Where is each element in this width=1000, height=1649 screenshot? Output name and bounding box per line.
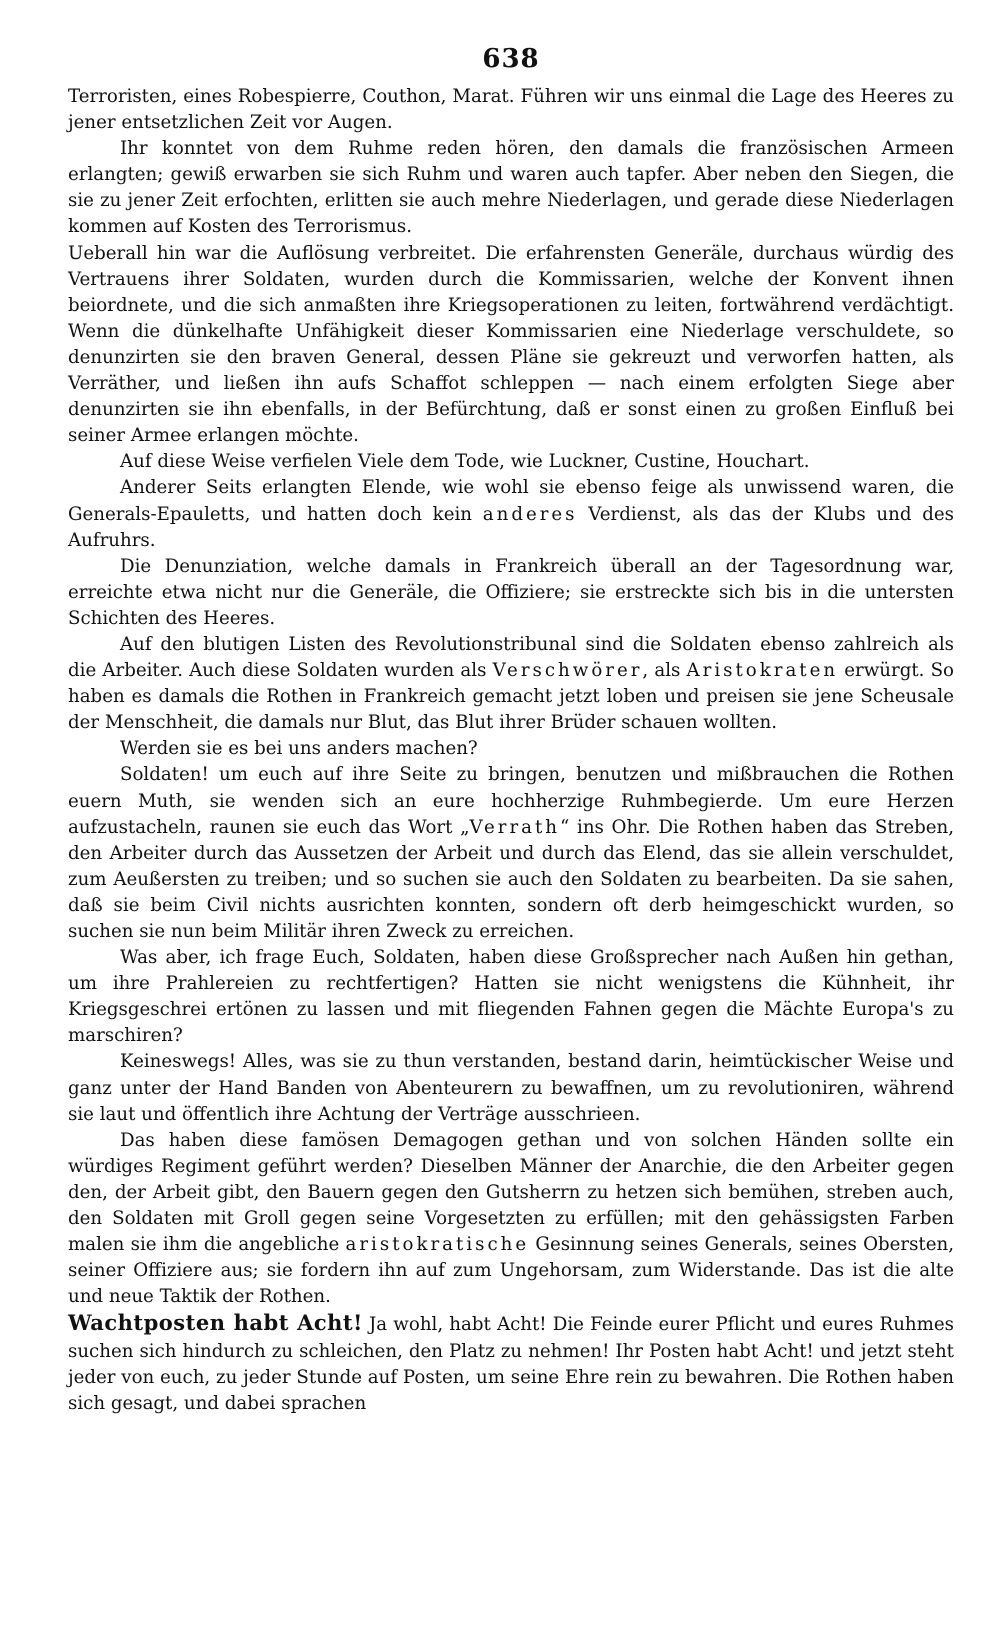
paragraph-text: Die Denunziation, welche damals in Frankreich überall an der Tagesordnung war, erreichte etwa nicht nur die Generäle, die Offiziere; sie erstreckte sich bis in die untersten Schichten des Heeres.: [68, 555, 954, 629]
paragraph: [68, 736, 954, 762]
paragraph-text: Terroristen, eines Robespierre, Couthon, Marat. Führen wir uns einmal die Lage des Heeres zu jener entsetzlichen Zeit vor Augen.: [68, 86, 954, 134]
paragraph-text: Auf diese Weise verfielen Viele dem Tode, wie Luckner, Custine, Houchart.: [120, 451, 810, 473]
paragraph: [68, 241, 954, 450]
page-number: 638: [482, 44, 540, 74]
paragraph: [68, 762, 954, 945]
paragraph-text: Ueberall hin war die Auflösung verbreitet. Die erfahrensten Generäle, durchaus würdig des Vertrauens ihrer Soldaten, wurden durch die Kommissarien, welche der Konvent ihnen beiordnete, und die sich anmaßten ihre Kriegsoperationen zu leiten, fortwährend verdächtigt. Wenn die dünkelhafte Unfähigkeit dieser Kommissarien eine Niederlage verschuldete, so denunzirten sie den braven General, dessen Pläne sie gekreuzt und verworfen hatten, als Verräther, und ließen ihn aufs Schaffot schleppen — nach einem erfolgten Siege aber denunzirten sie ihn ebenfalls, in der Befürchtung, daß er sonst einen zu großen Einfluß bei seiner Armee erlangen möchte.: [68, 242, 954, 447]
paragraph: [68, 945, 954, 1049]
spaced-emphasis: aristokratische: [345, 1234, 530, 1256]
paragraph-text: Verdienst, als das der Klubs und des Aufruhrs.: [68, 503, 954, 551]
paragraph: [68, 554, 954, 632]
paragraph: [68, 475, 954, 553]
paragraph-text: erwürgt. So haben es damals die Rothen in Frankreich gemacht jetzt loben und preisen sie jene Scheusale der Menschheit, die damals nur Blut, das Blut ihrer Brüder schauen wollten.: [68, 660, 954, 734]
spaced-emphasis: anderes: [482, 503, 578, 525]
paragraph-text: “ ins Ohr. Die Rothen haben das Streben, den Arbeiter durch das Aussetzen der Arbeit und durch das Elend, das sie allein verschuldet, zum Aeußersten zu treiben; und so suchen sie auch den Soldaten zu bearbeiten. Da sie sahen, daß sie beim Civil nichts ausrichten konnten, sondern oft derb heimgeschickt wurden, so suchen sie nun beim Militär ihren Zweck zu erreichen.: [68, 816, 954, 942]
paragraph: [68, 632, 954, 736]
paragraph-text: Werden sie es bei uns anders machen?: [120, 738, 478, 760]
paragraph-text: Keineswegs! Alles, was sie zu thun verstanden, bestand darin, heimtückischer Weise und ganz unter der Hand Banden von Abenteurern zu bewaffnen, um zu revolutioniren, während sie laut und öffentlich ihre Achtung der Verträge ausschrieen.: [68, 1051, 954, 1125]
paragraph: [68, 1049, 954, 1127]
paragraph: [68, 84, 954, 136]
paragraph-text: Das haben diese famösen Demagogen gethan und von solchen Händen sollte ein würdiges Regiment geführt werden? Dieselben Männer der Anarchie, die den Arbeiter gegen den, der Arbeit gibt, den Bauern gegen den Gutsherrn zu hetzen sich bemühen, streben auch, den Soldaten mit Groll gegen seine Vorgesetzten zu erfüllen; mit den gehässigsten Farben malen sie ihm die angebliche: [68, 1129, 954, 1256]
body-text: [68, 84, 954, 1417]
paragraph-text: Ja wohl, habt Acht! Die Feinde eurer Pflicht und eures Ruhmes suchen sich hindurch zu schleichen, den Platz zu nehmen! Ihr Posten habt Acht! und jetzt steht jeder von euch, zu jeder Stunde auf Posten, um seine Ehre rein zu bewahren. Die Rothen haben sich gesagt, und dabei sprachen: [68, 1314, 954, 1414]
spaced-emphasis: Aristokraten: [686, 660, 839, 682]
spaced-emphasis: Verschwörer: [492, 660, 643, 682]
paragraph: [68, 1310, 954, 1416]
paragraph-text: Auf den blutigen Listen des Revolutionstribunal sind die Soldaten ebenso zahlreich als die Arbeiter. Auch diese Soldaten wurden als: [68, 633, 954, 682]
paragraph-text: Was aber, ich frage Euch, Soldaten, haben diese Großsprecher nach Außen hin gethan, um ihre Prahlereien zu rechtfertigen? Hatten sie nicht wenigstens die Kühnheit, ihr Kriegsgeschrei ertönen zu lassen und mit fliegenden Fahnen gegen die Mächte Europa's zu marschiren?: [68, 947, 954, 1047]
paragraph-text: Anderer Seits erlangten Elende, wie wohl sie ebenso feige als unwissend waren, die Generals-Epauletts, und hatten doch kein: [68, 477, 954, 525]
spaced-emphasis: Verrath: [469, 816, 561, 838]
paragraph-text: Gesinnung seines Generals, seines Obersten, seiner Offiziere aus; sie fordern ihn auf zum Ungehorsam, zum Widerstande. Das ist die alte und neue Taktik der Rothen.: [68, 1234, 954, 1308]
paragraph: [68, 136, 954, 240]
paragraph-text: , als: [642, 660, 687, 682]
paragraph: [68, 1128, 954, 1311]
paragraph-text: Ihr konntet von dem Ruhme reden hören, den damals die französischen Armeen erlangten; gewiß erwarben sie sich Ruhm und waren auch tapfer. Aber neben den Siegen, die sie zu jener Zeit erfochten, erlitten sie auch mehre Niederlagen, und gerade diese Niederlagen kommen auf Kosten des Terrorismus.: [68, 138, 954, 238]
paragraph-text: Soldaten! um euch auf ihre Seite zu bringen, benutzen und mißbrauchen die Rothen euern Muth, sie wenden sich an eure hochherzige Ruhmbegierde. Um eure Herzen aufzustacheln, raunen sie euch das Wort „: [68, 764, 954, 838]
paragraph: [68, 449, 954, 475]
headline-text: Wachtposten habt Acht!: [68, 1310, 363, 1336]
